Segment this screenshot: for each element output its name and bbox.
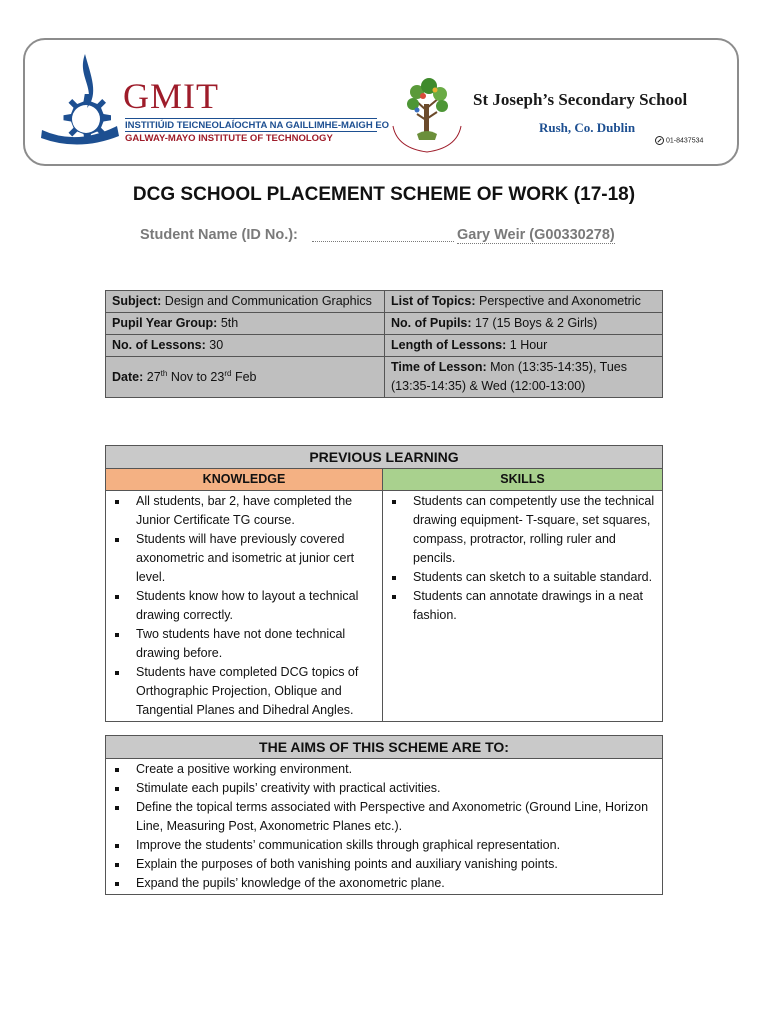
knowledge-list — [110, 492, 378, 720]
divider — [125, 118, 377, 119]
header-banner — [23, 38, 739, 166]
pupils-cell — [385, 313, 663, 335]
topics-label: List of Topics: — [391, 294, 476, 308]
date-cell — [106, 357, 385, 398]
date-middle: Nov to 23 — [170, 369, 225, 384]
topics-value: Perspective and Axonometric — [478, 294, 641, 308]
phone-number: 01-8437534 — [666, 137, 704, 145]
skills-list — [387, 492, 658, 625]
date-start-suffix: th — [160, 368, 168, 378]
gmit-irish-name: INSTITIÚID TEICNEOLAÍOCHTA NA GAILLIMHE-MAIGH EO — [125, 120, 390, 131]
date-end: Feb — [234, 369, 257, 384]
gmit-english-name: GALWAY-MAYO INSTITUTE OF TECHNOLOGY — [125, 133, 333, 144]
time-cell — [385, 357, 663, 398]
school-name: St Joseph’s Secondary School — [473, 90, 688, 109]
student-name-value: Gary Weir (G00330278) — [457, 227, 615, 243]
aims-cell — [106, 759, 663, 895]
subject-label: Subject: — [112, 294, 162, 308]
table-row — [106, 357, 663, 398]
table-row — [106, 491, 663, 722]
table-row — [106, 469, 663, 491]
knowledge-heading: KNOWLEDGE — [106, 469, 383, 491]
list-item: Students will have previously covered axonometric and isometric at junior cert level. — [110, 530, 378, 587]
skills-cell — [383, 491, 663, 722]
gmit-flame-gear-logo — [37, 46, 123, 150]
aims-heading: THE AIMS OF THIS SCHEME ARE TO: — [106, 736, 663, 759]
date-end-suffix: rd — [224, 368, 232, 378]
date-start: 27 — [146, 369, 161, 384]
list-item: Define the topical terms associated with Perspective and Axonometric (Ground Line, Horizon Line, Measuring Post, Axonometric Planes etc.). — [110, 798, 658, 836]
lessons-label: No. of Lessons: — [112, 338, 206, 352]
table-row — [106, 736, 663, 759]
length-cell — [385, 335, 663, 357]
knowledge-cell — [106, 491, 383, 722]
group-cell — [106, 313, 385, 335]
pupils-value: 17 (15 Boys & 2 Girls) — [475, 316, 598, 330]
divider — [125, 131, 377, 132]
list-item: Two students have not done technical drawing before. — [110, 625, 378, 663]
skills-heading: SKILLS — [383, 469, 663, 491]
document-title: DCG SCHOOL PLACEMENT SCHEME OF WORK (17-18) — [132, 184, 636, 205]
student-name-dotted-line — [312, 241, 454, 242]
time-label: Time of Lesson: — [391, 360, 487, 374]
table-row — [106, 759, 663, 895]
aims-list — [110, 760, 658, 893]
list-item: Students know how to layout a technical drawing correctly. — [110, 587, 378, 625]
topics-cell — [385, 291, 663, 313]
list-item: Stimulate each pupils’ creativity with practical activities. — [110, 779, 658, 798]
table-row — [106, 313, 663, 335]
school-location: Rush, Co. Dublin — [539, 120, 636, 135]
length-label: Length of Lessons: — [391, 338, 507, 352]
student-name-label: Student Name (ID No.): — [140, 227, 298, 243]
pupils-label: No. of Pupils: — [391, 316, 472, 330]
list-item: All students, bar 2, have completed the Junior Certificate TG course. — [110, 492, 378, 530]
st-josephs-tree-crest-logo — [387, 70, 467, 158]
subject-value: Design and Communication Graphics — [164, 294, 372, 308]
list-item: Explain the purposes of both vanishing points and auxiliary vanishing points. — [110, 855, 658, 874]
list-item: Students can annotate drawings in a neat fashion. — [387, 587, 658, 625]
gmit-name: GMIT — [123, 76, 219, 116]
lessons-cell — [106, 335, 385, 357]
school-phone — [655, 136, 703, 145]
time-value: Mon (13:35-14:35), Tues (13:35-14:35) & Wed (12:00-13:00) — [391, 360, 627, 393]
course-info-table — [105, 290, 663, 398]
aims-table — [105, 735, 663, 895]
table-row — [106, 446, 663, 469]
list-item: Students can competently use the technical drawing equipment- T-square, set squares, compass, protractor, rolling ruler and pencils. — [387, 492, 658, 568]
previous-learning-table — [105, 445, 663, 722]
lessons-value: 30 — [209, 338, 224, 352]
length-value: 1 Hour — [509, 338, 548, 352]
table-row — [106, 291, 663, 313]
date-label: Date: — [112, 369, 144, 384]
list-item: Students have completed DCG topics of Orthographic Projection, Oblique and Tangential Planes and Dihedral Angles. — [110, 663, 378, 720]
list-item: Create a positive working environment. — [110, 760, 658, 779]
list-item: Improve the students’ communication skills through graphical representation. — [110, 836, 658, 855]
group-label: Pupil Year Group: — [112, 316, 218, 330]
subject-cell — [106, 291, 385, 313]
phone-icon — [655, 136, 664, 145]
table-row — [106, 335, 663, 357]
previous-learning-heading: PREVIOUS LEARNING — [106, 446, 663, 469]
list-item: Students can sketch to a suitable standard. — [387, 568, 658, 587]
group-value: 5th — [220, 316, 239, 330]
list-item: Expand the pupils’ knowledge of the axonometric plane. — [110, 874, 658, 893]
